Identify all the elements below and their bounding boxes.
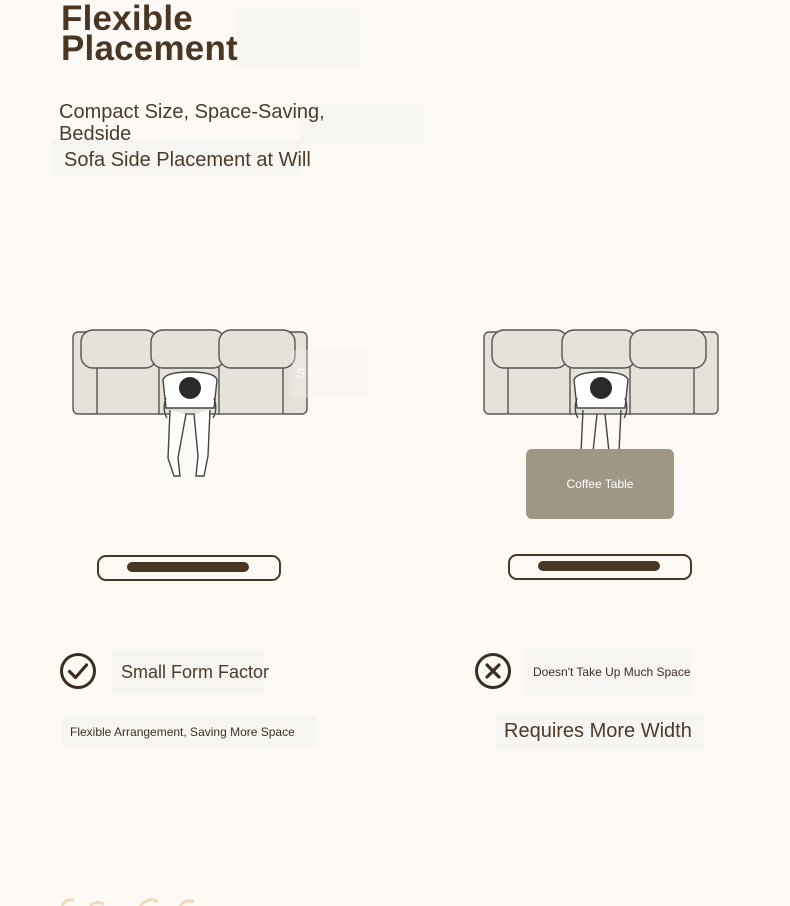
- right-feature-title: Requires More Width: [504, 720, 692, 742]
- faint-backdrop: [292, 350, 368, 398]
- subtitle-line-3: Sofa Side Placement at Will: [64, 149, 311, 171]
- sofa-person-illustration-left: [70, 326, 310, 486]
- overlay-text: S: [296, 365, 306, 381]
- faint-backdrop: [236, 8, 360, 66]
- decorative-script-fragment: [60, 896, 210, 906]
- subtitle: [59, 101, 359, 145]
- coffee-table-label: Coffee Table: [566, 477, 634, 491]
- left-feature-desc: Flexible Arrangement, Saving More Space: [70, 725, 295, 739]
- x-circle-icon: [474, 652, 512, 690]
- sofa-person-illustration-right: [481, 326, 721, 456]
- page-title-line-1: Flexible: [61, 0, 193, 38]
- subtitle-line-2: Bedside: [59, 123, 132, 145]
- page-title-line-2: Placement: [61, 29, 238, 68]
- size-indicator-bar: [127, 562, 249, 572]
- size-indicator-right: [508, 554, 692, 580]
- coffee-table: [526, 449, 674, 519]
- subtitle-line-1: Compact Size, Space-Saving,: [59, 101, 325, 123]
- right-feature-desc: Doesn't Take Up Much Space: [533, 665, 691, 679]
- check-circle-icon: [59, 652, 97, 690]
- size-indicator-bar: [538, 561, 660, 571]
- left-feature-title: Small Form Factor: [121, 662, 270, 682]
- size-indicator-left: [97, 555, 281, 581]
- page-title: [61, 0, 238, 68]
